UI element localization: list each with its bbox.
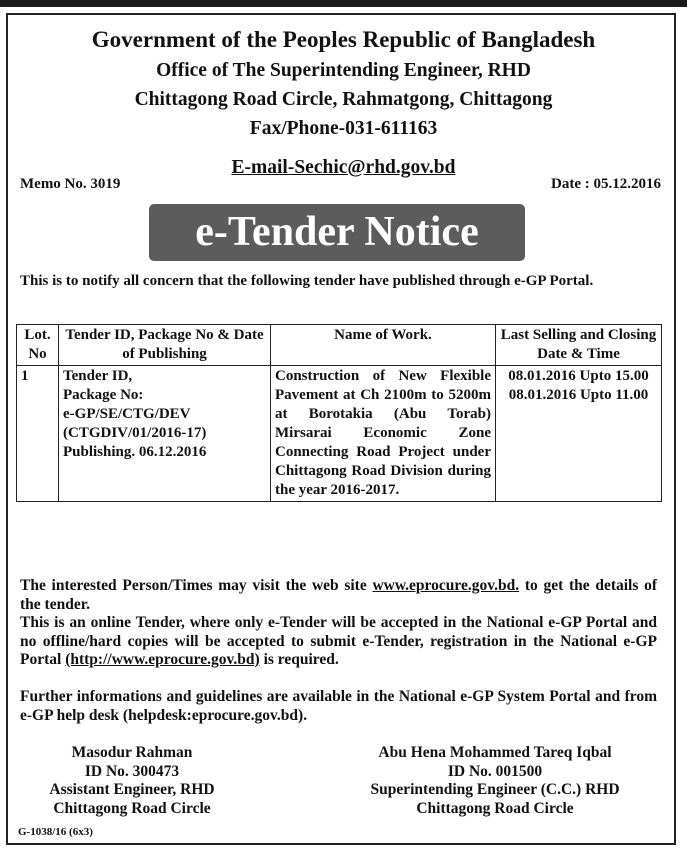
selling-date: 08.01.2016 Upto 15.00 [508,368,649,384]
website-paragraph [20,577,657,614]
office-title: Office of The Superintending Engineer, RHD [156,60,531,81]
signatory-right-name: Abu Hena Mohammed Tareq Iqbal [378,744,612,761]
top-rule [0,0,687,7]
signatory-right [325,744,665,819]
signatory-left-office: Chittagong Road Circle [53,800,211,818]
intro-text: This is to notify all concern that the following tender have published through e-GP Portal. [20,273,594,289]
tender-id-label: Tender ID, [63,368,133,384]
signatory-right-id: ID No. 001500 [447,762,543,780]
cell-work: Construction of New Flexible Pavement at Ch 2100m to 5200m at Borotakia (Abu Torab) Mirsarai Economic Zone Connecting Road Project under Chittagong Road Division during the year 2016-2017. [271,366,496,502]
header-lot: Lot. No [17,325,59,366]
signatory-left-id: ID No. 300473 [84,762,180,780]
header-work: Name of Work. [271,325,496,366]
memo-number: Memo No. 3019 [20,176,121,192]
eprocure-link[interactable]: www.eprocure.gov.bd. [372,577,520,594]
cell-lot: 1 [17,366,59,502]
office-address: Chittagong Road Circle, Rahmatgong, Chittagong [134,89,553,110]
header-tender: Tender ID, Package No & Date of Publishing [59,325,271,366]
reference-code: G-1038/16 (6x3) [18,826,93,838]
table-header-row [17,325,662,366]
guidelines-paragraph: Further informations and guidelines are available in the National e-GP System Portal and from e-GP help desk (helpdesk:eprocure.gov.bd). [20,688,657,724]
government-title: Government of the Peoples Republic of Bangladesh [91,27,596,52]
signatory-left-name: Masodur Rahman [71,744,193,761]
signatory-left [12,744,252,819]
website-pre: The interested Person/Times may visit the web site [20,577,373,594]
cell-dates [496,366,662,502]
cell-tender [59,366,271,502]
eprocure-url-link[interactable]: (http://www.eprocure.gov.bd) [65,651,260,668]
publishing-date: Publishing. 06.12.2016 [63,444,207,460]
header-dates: Last Selling and Closing Date & Time [496,325,662,366]
closing-date: 08.01.2016 Upto 11.00 [508,387,649,403]
signatory-right-office: Chittagong Road Circle [416,800,574,818]
signatory-right-title: Superintending Engineer (C.C.) RHD [370,781,620,799]
notice-date: Date : 05.12.2016 [551,176,661,192]
package-division: (CTGDIV/01/2016-17) [63,425,207,441]
package-label: Package No: [63,387,144,403]
fax-phone: Fax/Phone-031-611163 [249,118,438,139]
signatory-left-title: Assistant Engineer, RHD [49,781,215,799]
website-post: to get the details of the tender. [20,577,657,613]
online-post: is required. [259,651,339,668]
online-pre: This is an online Tender, where only e-Tender will be accepted in the National e-GP Portal and no offline/hard copies will be accepted to submit e-Tender, registration in the National e-GP Portal [20,614,657,668]
online-tender-paragraph [20,614,657,670]
tender-table [16,324,662,502]
email-text: E-mail-Sechic@rhd.gov.bd [231,157,456,178]
etender-banner: e-Tender Notice [149,204,525,261]
package-code: e-GP/SE/CTG/DEV [63,406,191,422]
table-row [17,366,662,502]
